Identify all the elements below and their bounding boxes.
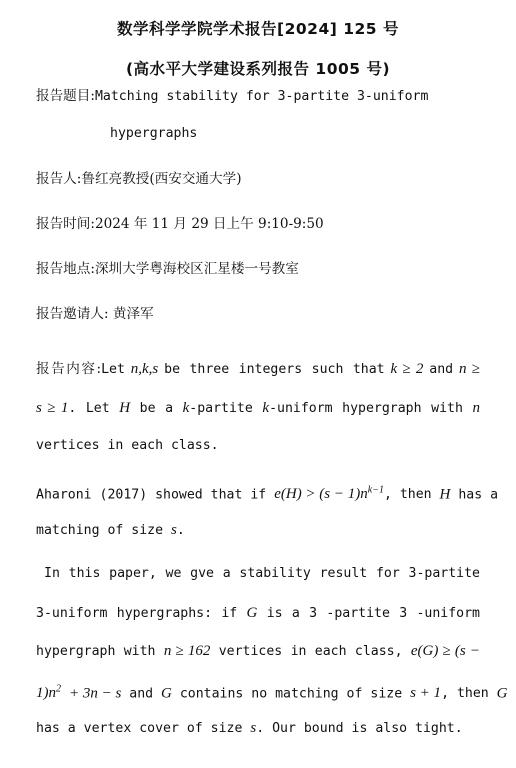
- text-run: . Let: [68, 401, 110, 416]
- math-run: G: [161, 685, 172, 702]
- abstract-p2-line2: [36, 521, 185, 540]
- text-run: is a 3 -partite 3 -uniform: [266, 606, 480, 621]
- math-run: G: [496, 685, 508, 702]
- report-place: 报告地点:深圳大学粤海校区汇星楼一号教室: [36, 261, 299, 277]
- text-run: and: [129, 686, 154, 702]
- text-run: Let: [101, 362, 125, 377]
- math-run: H: [119, 400, 131, 416]
- math-run: s ≥ 1: [36, 400, 69, 416]
- abstract-p1-line3: vertices in each class.: [36, 438, 219, 453]
- text-run: contains no matching of size: [179, 686, 403, 702]
- topic-line-1: Matching stability for 3-partite 3-uniform: [94, 89, 429, 104]
- text-run: matching of size: [36, 523, 164, 538]
- text-run: and: [429, 362, 454, 377]
- abstract-p1-line2: [36, 399, 480, 418]
- abstract-p1-line1: [36, 360, 480, 379]
- report-time: 报告时间:2024 年 11 月 29 日上午 9:10-9:50: [36, 216, 324, 232]
- text-run: Aharoni (2017) showed that if: [36, 487, 267, 503]
- abstract-p2-line1: [36, 482, 499, 504]
- abstract-p3-line4: [36, 681, 508, 703]
- text-run: be three integers such that: [164, 362, 385, 377]
- math-run: H: [439, 486, 451, 503]
- math-run: k ≥ 2: [390, 361, 424, 377]
- math-run: k: [262, 400, 270, 416]
- math-run: G: [246, 605, 258, 621]
- math-run: e(H) > (s − 1)n: [274, 486, 368, 503]
- math-run: s: [171, 522, 177, 538]
- text-run: , then: [383, 487, 432, 503]
- math-run: n,k,s: [130, 361, 159, 377]
- math-run: s: [250, 720, 257, 736]
- math-run: n ≥: [458, 361, 480, 377]
- text-run: .: [176, 523, 185, 538]
- text-run: hypergraph with: [36, 644, 156, 659]
- math-superscript: k−1: [367, 485, 384, 496]
- text-run: has a vertex cover of size: [36, 721, 243, 736]
- text-run: vertices in each class,: [218, 644, 403, 659]
- abstract-p3-line2: [36, 604, 480, 623]
- text-run: -uniform hypergraph with: [269, 401, 463, 416]
- abstract-p3-line5: [36, 719, 463, 738]
- math-run: n: [472, 400, 480, 416]
- math-run: s + 1: [410, 685, 442, 702]
- report-title: 数学科学学院学术报告[2024] 125 号: [117, 20, 399, 38]
- abstract-label: 报告内容:: [36, 361, 102, 377]
- text-run: 3-uniform hypergraphs: if: [36, 606, 238, 621]
- topic-line-2: hypergraphs: [110, 126, 198, 141]
- math-run: 1)n: [36, 685, 56, 702]
- topic-label: 报告题目:: [36, 88, 95, 104]
- abstract-p3-line1: In this paper, we gve a stability result for 3-partite: [44, 566, 480, 581]
- text-run: has a: [458, 487, 499, 503]
- report-subtitle: (高水平大学建设系列报告 1005 号): [125, 60, 391, 78]
- math-superscript: 2: [56, 684, 61, 695]
- abstract-p3-line3: [36, 642, 480, 661]
- speaker: 报告人:鲁红亮教授(西安交通大学): [36, 171, 242, 187]
- math-run: e(G) ≥ (s −: [410, 643, 480, 659]
- text-run: -partite: [189, 401, 253, 416]
- inviter: 报告邀请人: 黄泽军: [36, 306, 154, 322]
- math-run: k: [182, 400, 190, 416]
- text-run: be a: [139, 401, 174, 416]
- text-run: . Our bound is also tight.: [256, 721, 463, 736]
- text-run: , then: [441, 686, 489, 702]
- math-run: n ≥ 162: [163, 643, 211, 659]
- report-topic: [36, 87, 428, 106]
- math-run: + 3n − s: [68, 685, 122, 702]
